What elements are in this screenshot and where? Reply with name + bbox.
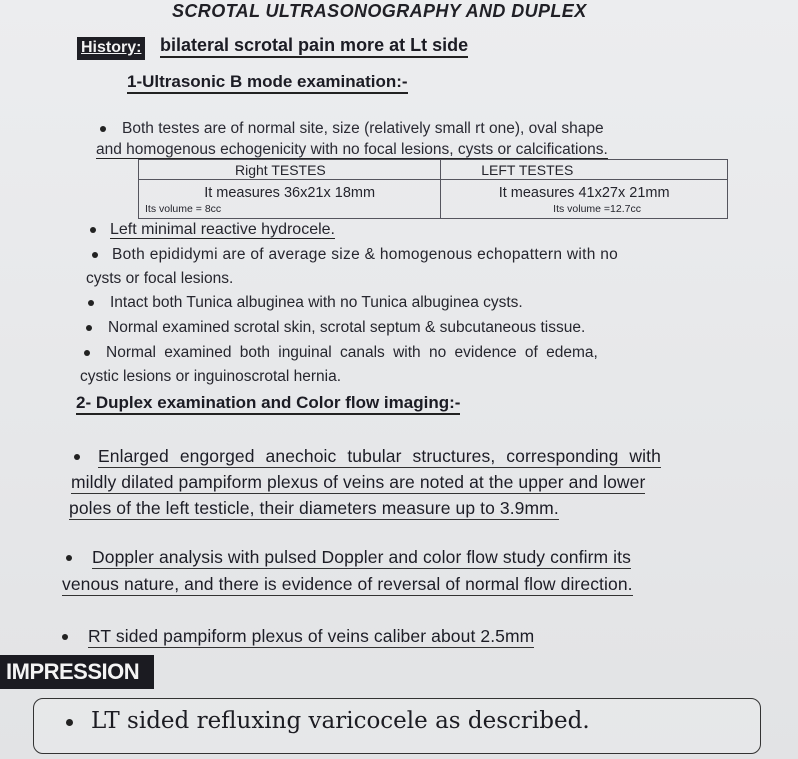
right-testis-measure: It measures 36x21x 18mm <box>204 185 376 201</box>
rt-pampiform-text: RT sided pampiform plexus of veins caliber about 2.5mm <box>88 626 535 646</box>
list-item <box>62 626 534 647</box>
doppler-line-1: Doppler analysis with pulsed Doppler and color flow study confirm its <box>92 547 631 567</box>
history-text: bilateral scrotal pain more at Lt side <box>160 35 468 58</box>
impression-line <box>66 708 590 734</box>
bullet-dot <box>74 454 80 460</box>
left-testis-header: LEFT TESTES <box>441 160 728 180</box>
pampiform-line-1: Enlarged engorged anechoic tubular structures, corresponding with <box>98 446 661 466</box>
impression-text: LT sided refluxing varicocele as described. <box>91 708 590 734</box>
right-testis-volume: Its volume = 8cc <box>145 203 222 215</box>
right-testis-header: Right TESTES <box>139 160 441 180</box>
tunica-text: Intact both Tunica albuginea with no Tunica albuginea cysts. <box>110 294 523 311</box>
left-testis-volume: Its volume =12.7cc <box>553 203 641 215</box>
testes-intro <box>96 118 608 161</box>
pampiform-line-2: mildly dilated pampiform plexus of veins are noted at the upper and lower <box>71 472 646 492</box>
list-item <box>74 446 661 467</box>
intro-line-2: and homogenous echogenicity with no focal lesions, cysts or calcifications. <box>96 141 608 158</box>
scrotal-skin-text: Normal examined scrotal skin, scrotal septum & subcutaneous tissue. <box>108 319 586 336</box>
bullet-dot <box>92 252 98 258</box>
history-label: History: <box>77 37 145 60</box>
bullet-dot <box>100 126 106 132</box>
list-item <box>86 319 585 337</box>
doppler-line-2-wrap <box>62 574 633 595</box>
section1-heading: 1-Ultrasonic B mode examination:- <box>127 72 408 94</box>
bullet-dot <box>84 350 90 356</box>
bullet-dot <box>86 325 92 331</box>
list-item <box>88 294 523 312</box>
inguinal-text: Normal examined both inguinal canals with no evidence of edema, <box>106 344 598 361</box>
pampiform-line-2-wrap <box>71 472 645 493</box>
epididymi-text: Both epididymi are of average size & homogenous echopattern with no <box>112 246 619 263</box>
report-title: SCROTAL ULTRASONOGRAPHY AND DUPLEX <box>172 1 587 21</box>
pampiform-line-3: poles of the left testicle, their diameters measure up to 3.9mm. <box>69 498 559 518</box>
list-item <box>92 246 618 264</box>
epididymi-text-cont: cysts or focal lesions. <box>86 270 234 287</box>
bullet-dot <box>62 634 68 640</box>
testes-table <box>138 159 728 219</box>
doppler-line-2: venous nature, and there is evidence of reversal of normal flow direction. <box>62 574 633 594</box>
pampiform-line-3-wrap <box>69 498 559 519</box>
left-testis-measure: It measures 41x27x 21mm <box>498 185 670 201</box>
bullet-dot <box>66 719 73 726</box>
bullet-dot <box>90 227 96 233</box>
bullet-dot <box>88 300 94 306</box>
list-item <box>84 344 598 362</box>
left-testis-cell <box>441 180 728 219</box>
list-item <box>66 547 631 568</box>
section2-heading: 2- Duplex examination and Color flow imaging:- <box>76 393 460 415</box>
inguinal-text-cont: cystic lesions or inguinoscrotal hernia. <box>80 368 342 385</box>
right-testis-cell <box>139 180 441 219</box>
hydrocele-text: Left minimal reactive hydrocele. <box>110 221 335 238</box>
list-item <box>90 221 335 239</box>
bullet-dot <box>66 555 72 561</box>
impression-label: IMPRESSION <box>0 655 154 689</box>
intro-line-1: Both testes are of normal site, size (relatively small rt one), oval shape <box>122 120 604 137</box>
